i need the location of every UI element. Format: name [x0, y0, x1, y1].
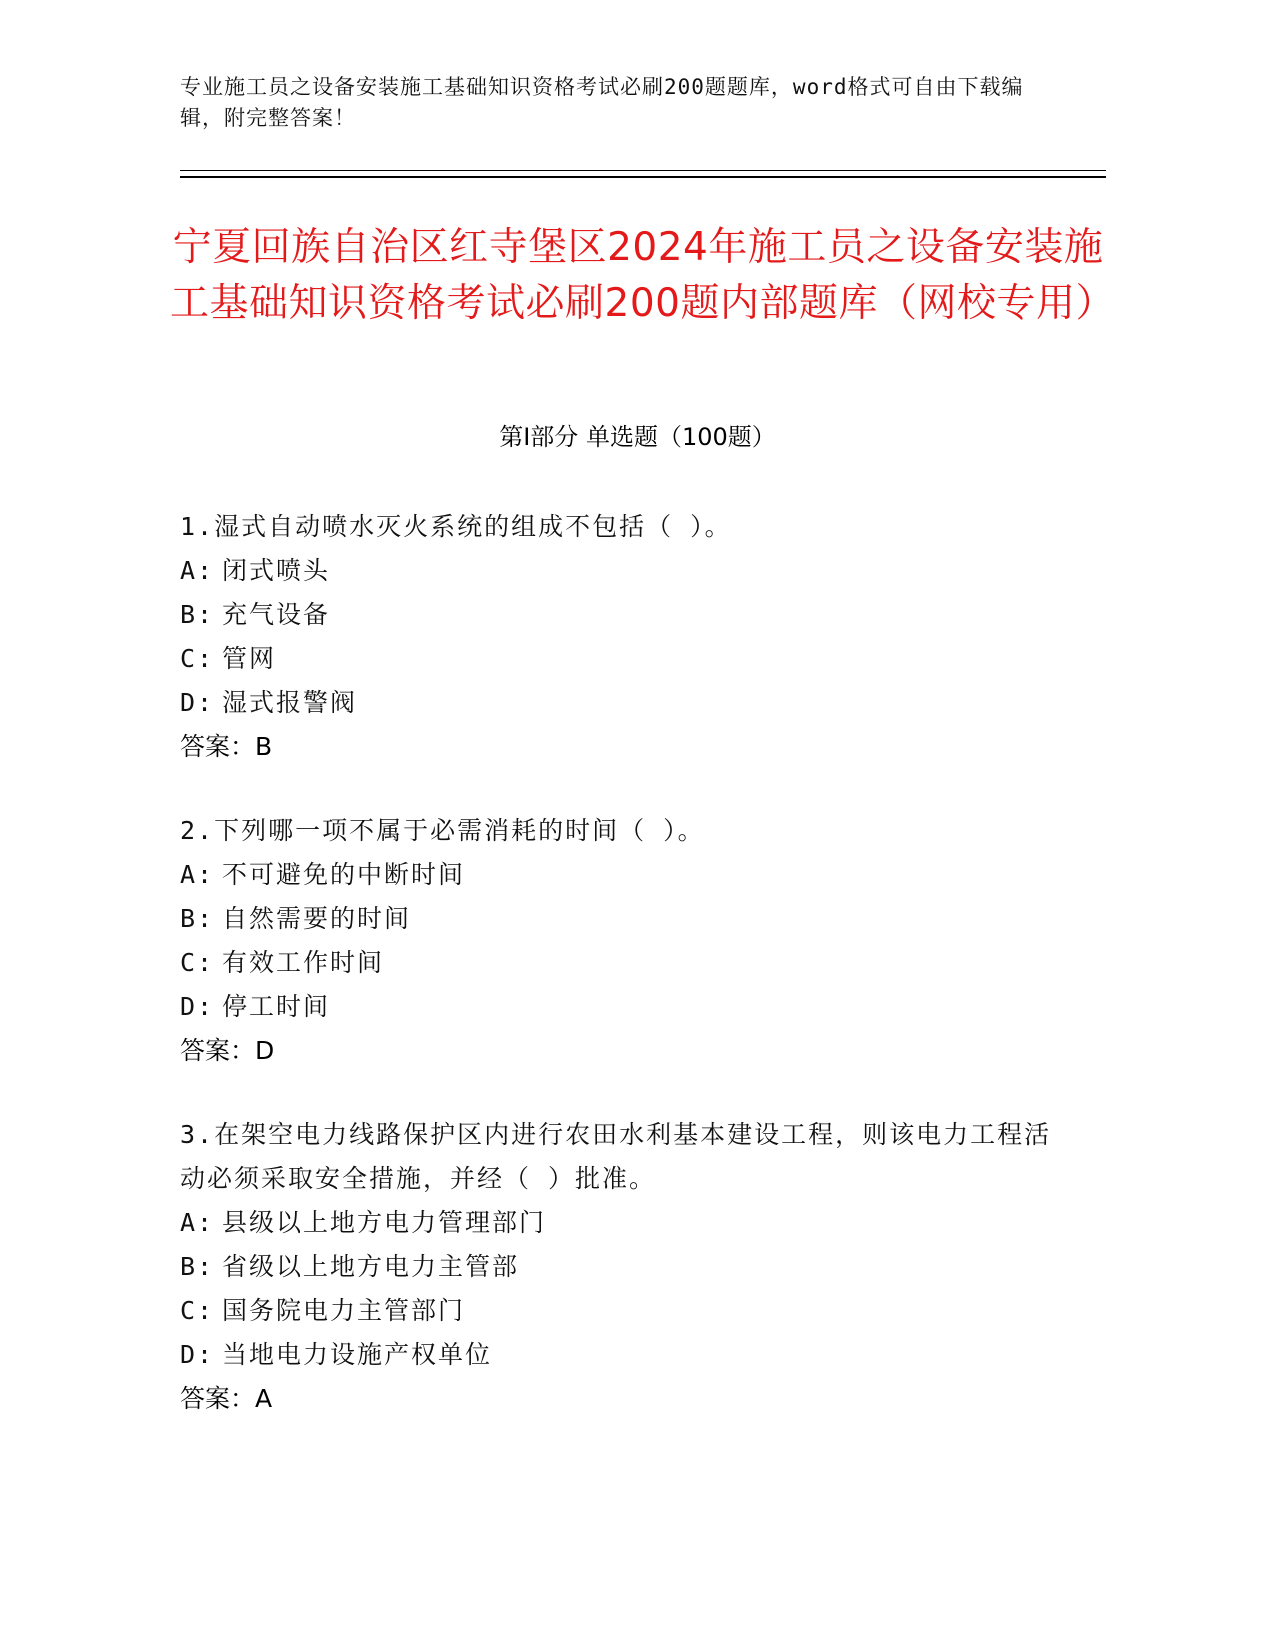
header-divider-thin: [180, 170, 1106, 171]
option-d: [180, 1333, 1060, 1377]
option-text: 当地电力设施产权单位: [222, 1340, 493, 1369]
option-c: [180, 941, 1060, 985]
option-text: 湿式报警阀: [222, 688, 358, 717]
option-a: [180, 853, 1060, 897]
option-letter: D:: [180, 688, 215, 717]
question-stem: 3.在架空电力线路保护区内进行农田水利基本建设工程，则该电力工程活动必须采取安全措施，并经（ ）批准。: [180, 1120, 1052, 1193]
option-text: 不可避免的中断时间: [222, 860, 466, 889]
header-divider-thick: [180, 176, 1106, 178]
header-note: 专业施工员之设备安装施工基础知识资格考试必刷200题题库，word格式可自由下载编辑，附完整答案！: [180, 75, 1024, 130]
option-text: 省级以上地方电力主管部: [222, 1252, 520, 1281]
option-d: [180, 681, 1060, 725]
option-c: [180, 637, 1060, 681]
option-d: [180, 985, 1060, 1029]
option-letter: A:: [180, 860, 215, 889]
document-title: 宁夏回族自治区红寺堡区2024年施工员之设备安装施工基础知识资格考试必刷200题内部题库（网校专用）: [170, 225, 1115, 326]
option-text: 充气设备: [222, 600, 331, 629]
option-text: 自然需要的时间: [222, 904, 412, 933]
option-b: [180, 593, 1060, 637]
option-a: [180, 549, 1060, 593]
question-1: [180, 505, 1060, 769]
question-stem: 1.湿式自动喷水灭火系统的组成不包括（ ）。: [180, 512, 732, 541]
option-letter: A:: [180, 1208, 215, 1237]
option-letter: C:: [180, 948, 215, 977]
option-text: 有效工作时间: [222, 948, 385, 977]
option-text: 县级以上地方电力管理部门: [222, 1208, 547, 1237]
option-b: [180, 897, 1060, 941]
option-letter: A:: [180, 556, 215, 585]
question-stem: 2.下列哪一项不属于必需消耗的时间（ ）。: [180, 816, 705, 845]
option-text: 国务院电力主管部门: [222, 1296, 466, 1325]
section-title: 第Ⅰ部分 单选题（100题）: [499, 423, 776, 451]
question-list: [180, 505, 1060, 1461]
question-3: [180, 1113, 1060, 1421]
option-a: [180, 1201, 1060, 1245]
answer: 答案：B: [180, 732, 273, 761]
option-text: 停工时间: [222, 992, 331, 1021]
option-text: 管网: [222, 644, 277, 673]
option-letter: B:: [180, 600, 215, 629]
option-b: [180, 1245, 1060, 1289]
option-letter: C:: [180, 1296, 215, 1325]
option-letter: C:: [180, 644, 215, 673]
option-c: [180, 1289, 1060, 1333]
answer: 答案：A: [180, 1384, 273, 1413]
question-2: [180, 809, 1060, 1073]
option-letter: D:: [180, 992, 215, 1021]
option-text: 闭式喷头: [222, 556, 331, 585]
answer: 答案：D: [180, 1036, 275, 1065]
option-letter: B:: [180, 1252, 215, 1281]
option-letter: B:: [180, 904, 215, 933]
option-letter: D:: [180, 1340, 215, 1369]
